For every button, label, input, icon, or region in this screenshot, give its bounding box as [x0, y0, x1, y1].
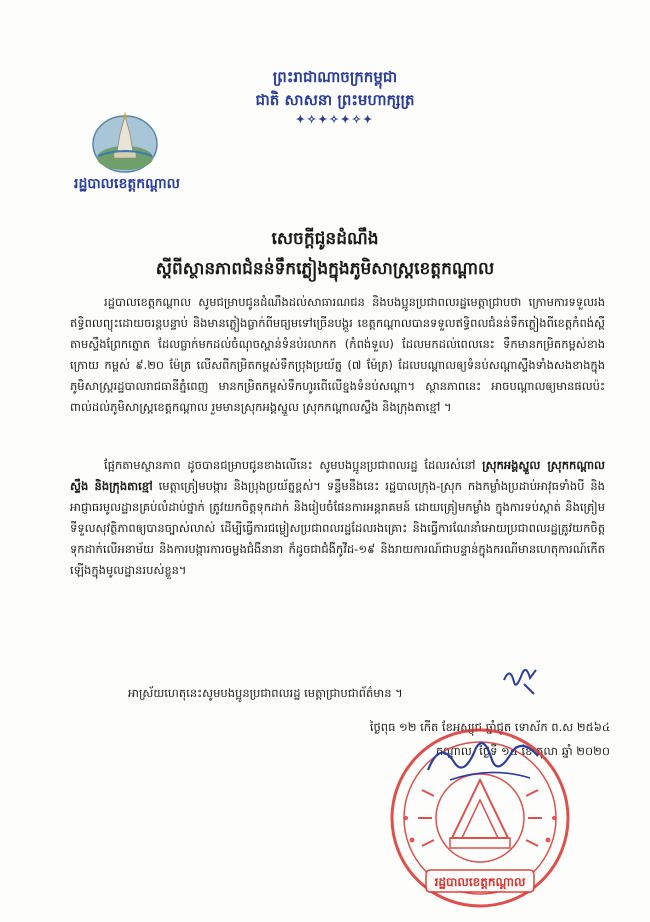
province-emblem — [90, 108, 160, 174]
signature — [420, 730, 550, 790]
kingdom-header — [210, 66, 460, 126]
paragraph-2-text-b: មេត្តាត្រៀមបង្ការ និងប្រុងប្រយ័ត្នខ្ពស់។ ទន្ទឹមនឹងនេះ រដ្ឋបាលក្រុង-ស្រុក កងកម្លាំងប្រដាប់អាវុធទាំងបី និងអាជ្ញាធរមូលដ្ឋានគ្រប់លំដាប់ថ្នាក់ ត្រូវយកចិត្តទុកដាក់ និងរៀបចំផែនការអន្តរាគមន៍ ដោយត្រៀមកម្លាំង ក្នុងការទប់ស្កាត់ និងត្រៀមទីទួលសុវត្ថិភាពឲ្យបានច្បាស់លាស់ ដើម្បីធ្វើការជម្លៀសប្រជាពលរដ្ឋដែលរងគ្រោះ និងធ្វើការណែនាំអោយប្រជាពលរដ្ឋត្រូវយកចិត្តទុកដាក់លើអនាម័យ និងការបង្ការការចម្លងជំងឺនានា ក៏ដូចជាជំងឺកូវីដ-១៩ និងរាយការណ៍ជាបន្ទាន់ក្នុងករណីមានហេតុការណ៍កើតឡើងក្នុងមូលដ្ឋានរបស់ខ្លួន។ — [70, 479, 605, 577]
document-subtitle: ស្តីពីស្ថានភាពជំនន់ទឹកភ្លៀងក្នុងភូមិសាស្ត្រខេត្តកណ្តាល — [155, 259, 495, 279]
document-title: សេចក្តីជូនដំណឹង — [271, 229, 379, 249]
initial-mark-icon — [500, 660, 540, 696]
authority-name: រដ្ឋបាលខេត្តកណ្តាល — [74, 176, 180, 192]
kingdom-title: ព្រះរាជាណាចក្រកម្ពុជា — [272, 68, 398, 86]
paragraph-2 — [70, 455, 605, 581]
paragraph-2-bold-locations: ស្រុកអង្គស្នួល ស្រុកកណ្តាលស្ទឹង និងក្រុងតាខ្មៅ — [70, 458, 605, 493]
kingdom-motto: ជាតិ សាសនា ព្រះមហាក្សត្រ — [255, 91, 415, 109]
lunar-date: ថ្ងៃពុធ ១២ កើត ខែអស្សុជ ឆ្នាំជូត ទោស័ក ព.ស ២៥៦៤ — [369, 720, 610, 734]
solar-date: កណ្តាល, ថ្ងៃទី ១៤ ខែ តុលា ឆ្នាំ ២០២០ — [435, 744, 610, 758]
paragraph-3: អាស្រ័យហេតុនេះសូមបងប្អូនប្រជាពលរដ្ឋ មេត្តាជ្រាបជាព័ត៌មាន ។ — [128, 686, 403, 700]
paragraph-2-text-a: ផ្អែកតាមស្ថានភាព ដូចបានជម្រាបជូនខាងលើនេះ សូមបងប្អូនប្រជាពលរដ្ឋ ដែលរស់នៅ — [104, 458, 483, 472]
paragraph-1: រដ្ឋបាលខេត្តកណ្តាល សូមជម្រាបជូនដំណឹងដល់សាធារណជន និងបងប្អូនប្រជាពលរដ្ឋមេត្តាជ្រាបថា ក្រោមការទទួលរងឥទ្ធិពលព្យុះដោយចរន្តបន្ទាប់ និងមានភ្លៀងធ្លាក់ពីមធ្យមទៅច្រើនបង្គួរ ខេត្តកណ្តាលបានទទួលឥទ្ធិពលជំនន់ទឹកភ្លៀងពីខេត្តកំពង់ស្ពឺ តាមស្ទឹងព្រែកត្នោត ដែលធ្លាក់មកដល់ចំណុចស្ពាន់ទំនប់រលាកក (កំពង់ទួល) ដែលមកដល់ពេលនេះ ទឹកមានកម្រិតកម្ពស់ខាងក្រោយ កម្ពស់ ៩.២០ ម៉ែត្រ លើសពីកម្រិតកម្ពស់ទឹកប្រុងប្រយ័ត្ន (៧ ម៉ែត្រ) ដែលបណ្តាលឲ្យទំនប់សណ្តាស្ទឹងទាំងសងខាងក្នុងភូមិសាស្ត្ររដ្ឋបាលរាជធានីភ្នំពេញ មានកម្រិតកម្ពស់ទឹកហូរពើលើខ្នងទំនប់សណ្តា។ ស្ថានភាពនេះ អាចបណ្តាលឲ្យមានផលប៉ះពាល់ដល់ភូមិសាស្ត្រខេត្តកណ្តាល រួមមានស្រុកអង្គស្នួល ស្រុកកណ្តាលស្ទឹង និងក្រុងតាខ្មៅ ។ — [70, 295, 605, 414]
stamp-text: រដ្ឋបាលខេត្តកណ្តាល — [434, 875, 526, 889]
header-ornament: ✦✧✦✧✦✧✦ — [295, 113, 375, 126]
